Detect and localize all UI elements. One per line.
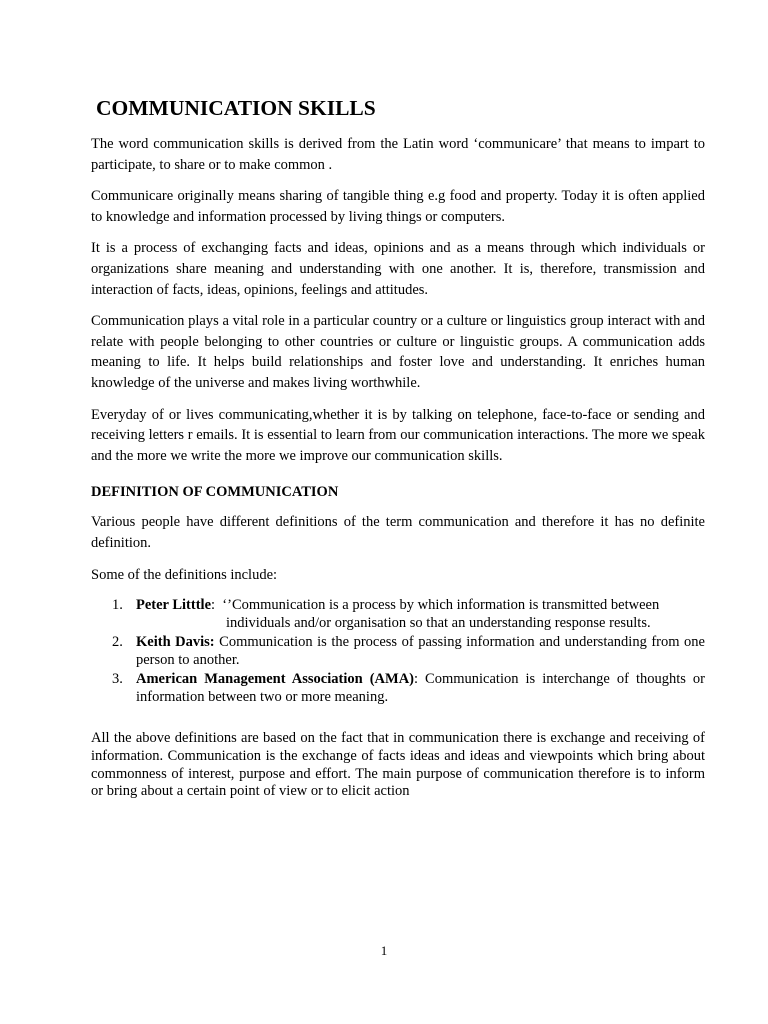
- paragraph-definition-intro: Various people have different definitions of the term communication and therefore it has no definite definition.: [91, 514, 705, 551]
- paragraph-role: Communication plays a vital role in a particular country or a culture or linguistics group interact with and relate with people belonging to other countries or culture or linguistic groups. A communication adds meaning to life. It helps build relationships and foster love and understanding. It enriches human knowledge of the universe and makes living worthwhile.: [91, 313, 705, 391]
- definition-term: Keith Davis:: [136, 634, 215, 651]
- list-item: [91, 596, 705, 632]
- list-item: [91, 670, 705, 706]
- list-number: 3.: [112, 671, 123, 688]
- page-number: 1: [380, 943, 388, 958]
- list-number: 2.: [112, 634, 123, 651]
- paragraph-communicare: Communicare originally means sharing of tangible thing e.g food and property. Today it is often applied to knowledge and information processed by living things or computers.: [91, 188, 705, 225]
- paragraph-conclusion: All the above definitions are based on the fact that in communication there is exchange and receiving of information. Communication is the exchange of facts ideas and ideas and viewpoints which bring about commonness of interest, purpose and effort. The main purpose of communication therefore is to inform or bring about a certain point of view or to elicit action: [91, 730, 705, 800]
- definition-list: [91, 596, 705, 706]
- section-heading-definition: DEFINITION OF COMMUNICATION: [91, 484, 339, 501]
- paragraph-process: It is a process of exchanging facts and ideas, opinions and as a means through which individuals or organizations share meaning and understanding with one another. It is, therefore, transmission and interaction of facts, ideas, opinions, feelings and attitudes.: [91, 240, 705, 298]
- definition-text-continued: individuals and/or organisation so that an understanding response results.: [226, 615, 651, 632]
- list-item: [91, 633, 705, 669]
- paragraph-definition-lead: Some of the definitions include:: [91, 566, 278, 583]
- page-title: COMMUNICATION SKILLS: [96, 96, 376, 120]
- definition-term: American Management Association (AMA): [136, 671, 414, 688]
- definition-text: : Communication is interchange of thoughts or information between two or more meaning.: [136, 671, 706, 706]
- definition-text: Communication is the process of passing information and understanding from one person to another.: [136, 634, 705, 669]
- definition-text: ‘’Communication is a process by which information is transmitted between: [222, 597, 660, 614]
- page-content: [91, 94, 705, 812]
- definition-separator: :: [211, 597, 223, 614]
- definition-term: Peter Litttle: [136, 597, 212, 614]
- list-number: 1.: [112, 597, 123, 614]
- paragraph-etymology: The word communication skills is derived from the Latin word ‘communicare’ that means to impart to participate, to share or to make common .: [91, 136, 705, 173]
- paragraph-everyday: Everyday of or lives communicating,whether it is by talking on telephone, face-to-face or sending and receiving letters r emails. It is essential to learn from our communication interactions. The more we speak and the more we write the more we improve our communication skills.: [91, 406, 705, 464]
